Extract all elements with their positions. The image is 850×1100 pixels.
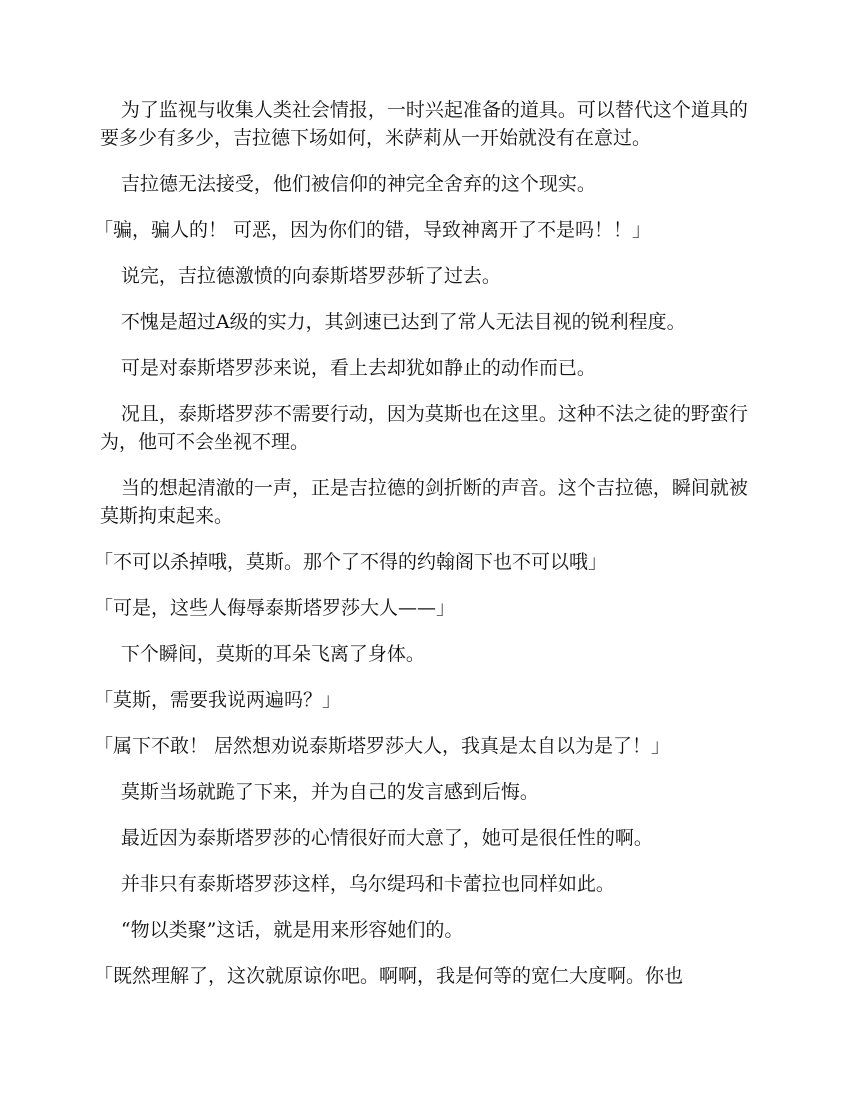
dialogue-4: 「莫斯，需要我说两遍吗？」 (94, 689, 342, 711)
dialogue-5: 「属下不敢！ 居然想劝说泰斯塔罗莎大人，我真是太自以为是了！」 (94, 735, 671, 757)
paragraph-10: 最近因为泰斯塔罗莎的心情很好而大意了，她可是很任性的啊。 (120, 827, 653, 849)
paragraph-1: 为了监视与收集人类社会情报，一时兴起准备的道具。可以替代这个道具的要多少有多少，吉拉德下场如何，米萨莉从一开始就没有在意过。 (100, 99, 748, 149)
body-text (94, 96, 750, 1008)
paragraph-7: 当的想起清澈的一声，正是吉拉德的剑折断的声音。这个吉拉德，瞬间就被莫斯拘束起来。 (100, 477, 748, 527)
dialogue-3: 「可是，这些人侮辱泰斯塔罗莎大人——」 (94, 597, 456, 619)
paragraph-11: 并非只有泰斯塔罗莎这样，乌尔缇玛和卡蕾拉也同样如此。 (120, 873, 615, 895)
paragraph-8: 下个瞬间，莫斯的耳朵飞离了身体。 (120, 643, 425, 665)
paragraph-3: 说完，吉拉德激愤的向泰斯塔罗莎斩了过去。 (120, 265, 501, 287)
paragraph-2: 吉拉德无法接受，他们被信仰的神完全舍弃的这个现实。 (120, 173, 596, 195)
paragraph-5: 可是对泰斯塔罗莎来说，看上去却犹如静止的动作而已。 (120, 357, 596, 379)
dialogue-2: 「不可以杀掉哦，莫斯。那个了不得的约翰阁下也不可以哦」 (94, 551, 608, 573)
dialogue-1: 「骗，骗人的！ 可恶，因为你们的错，导致神离开了不是吗！！」 (94, 219, 652, 241)
paragraph-9: 莫斯当场就跪了下来，并为自己的发言感到后悔。 (120, 781, 539, 803)
paragraph-4: 不愧是超过A级的实力，其剑速已达到了常人无法目视的锐利程度。 (120, 311, 686, 333)
paragraph-6: 况且，泰斯塔罗莎不需要行动，因为莫斯也在这里。这种不法之徒的野蛮行为，他可不会坐视不理。 (100, 403, 748, 453)
paragraph-12: “物以类聚”这话，就是用来形容她们的。 (120, 919, 464, 941)
dialogue-6: 「既然理解了，这次就原谅你吧。啊啊，我是何等的宽仁大度啊。你也 (94, 965, 684, 987)
